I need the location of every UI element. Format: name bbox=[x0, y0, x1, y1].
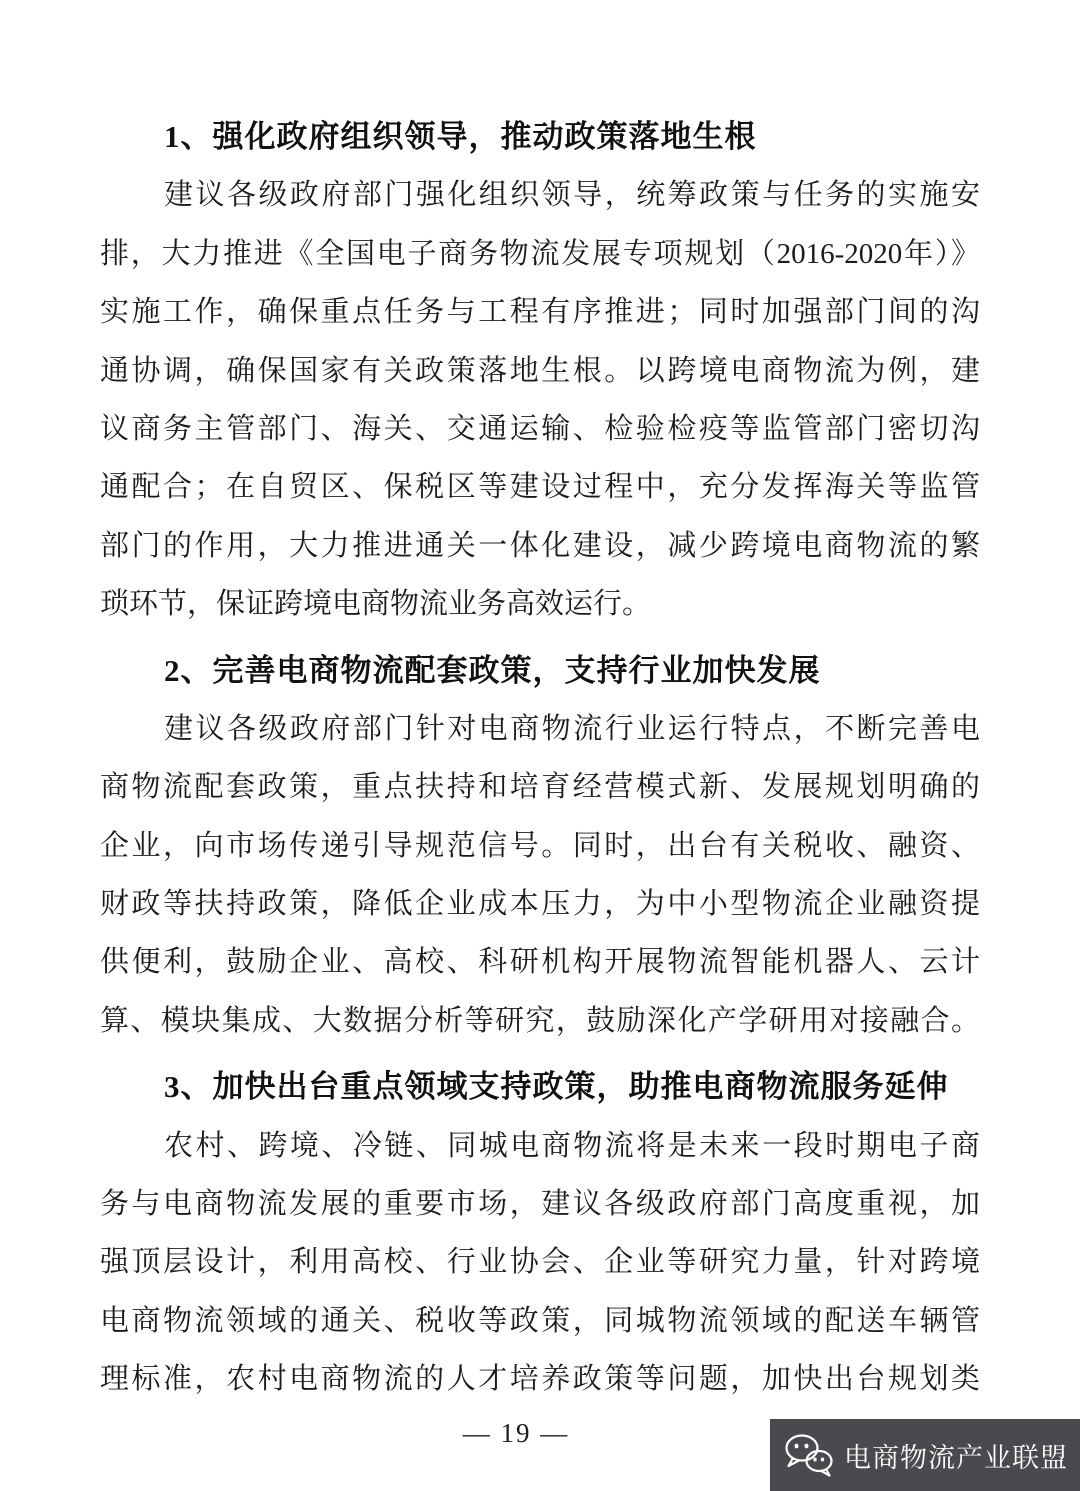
text-line: 务与电商物流发展的重要市场，建议各级政府部门高度重视，加 bbox=[100, 1188, 980, 1221]
text-line: 通配合；在自贸区、保税区等建设过程中，充分发挥海关等监管 bbox=[100, 471, 980, 504]
text-line: 算、模块集成、大数据分析等研究，鼓励深化产学研用对接融合。 bbox=[100, 1004, 980, 1037]
text-line: 供便利，鼓励企业、高校、科研机构开展物流智能机器人、云计 bbox=[100, 946, 980, 979]
text-line: 通协调，确保国家有关政策落地生根。以跨境电商物流为例，建 bbox=[100, 354, 980, 387]
text-line: 部门的作用，大力推进通关一体化建设，减少跨境电商物流的繁 bbox=[100, 529, 980, 562]
watermark-badge bbox=[770, 1419, 1080, 1491]
text-line: 企业，向市场传递引导规范信号。同时，出台有关税收、融资、 bbox=[100, 829, 980, 862]
text-line: 建议各级政府部门强化组织领导，统筹政策与任务的实施安 bbox=[164, 179, 980, 212]
text-line: 强顶层设计，利用高校、行业协会、企业等研究力量，针对跨境 bbox=[100, 1246, 980, 1279]
section-heading-1: 1、强化政府组织领导，推动政策落地生根 bbox=[164, 119, 757, 154]
text-line: 财政等扶持政策，降低企业成本压力，为中小型物流企业融资提 bbox=[100, 888, 980, 921]
text-line: 实施工作，确保重点任务与工程有序推进；同时加强部门间的沟 bbox=[100, 296, 980, 329]
watermark-label: 电商物流产业联盟 bbox=[844, 1442, 1068, 1473]
text-line: 排，大力推进《全国电子商务物流发展专项规划（2016-2020年）》 bbox=[100, 237, 980, 270]
section-heading-3: 3、加快出台重点领域支持政策，助推电商物流服务延伸 bbox=[164, 1069, 949, 1105]
text-line: 农村、跨境、冷链、同城电商物流将是未来一段时期电子商 bbox=[164, 1129, 980, 1162]
document-body bbox=[100, 108, 980, 1409]
section-heading-2: 2、完善电商物流配套政策，支持行业加快发展 bbox=[164, 652, 821, 688]
text-line: 议商务主管部门、海关、交通运输、检验检疫等监管部门密切沟 bbox=[100, 412, 980, 445]
text-line: 建议各级政府部门针对电商物流行业运行特点，不断完善电 bbox=[164, 712, 980, 745]
wechat-logo-icon bbox=[782, 1431, 836, 1479]
text-line: 电商物流领域的通关、税收等政策，同城物流领域的配送车辆管 bbox=[100, 1304, 980, 1337]
text-line: 琐环节，保证跨境电商物流业务高效运行。 bbox=[100, 588, 652, 621]
page-number: — 19 — bbox=[462, 1418, 570, 1448]
text-line: 商物流配套政策，重点扶持和培育经营模式新、发展规划明确的 bbox=[100, 771, 980, 804]
text-line: 理标准，农村电商物流的人才培养政策等问题，加快出台规划类 bbox=[100, 1363, 980, 1396]
